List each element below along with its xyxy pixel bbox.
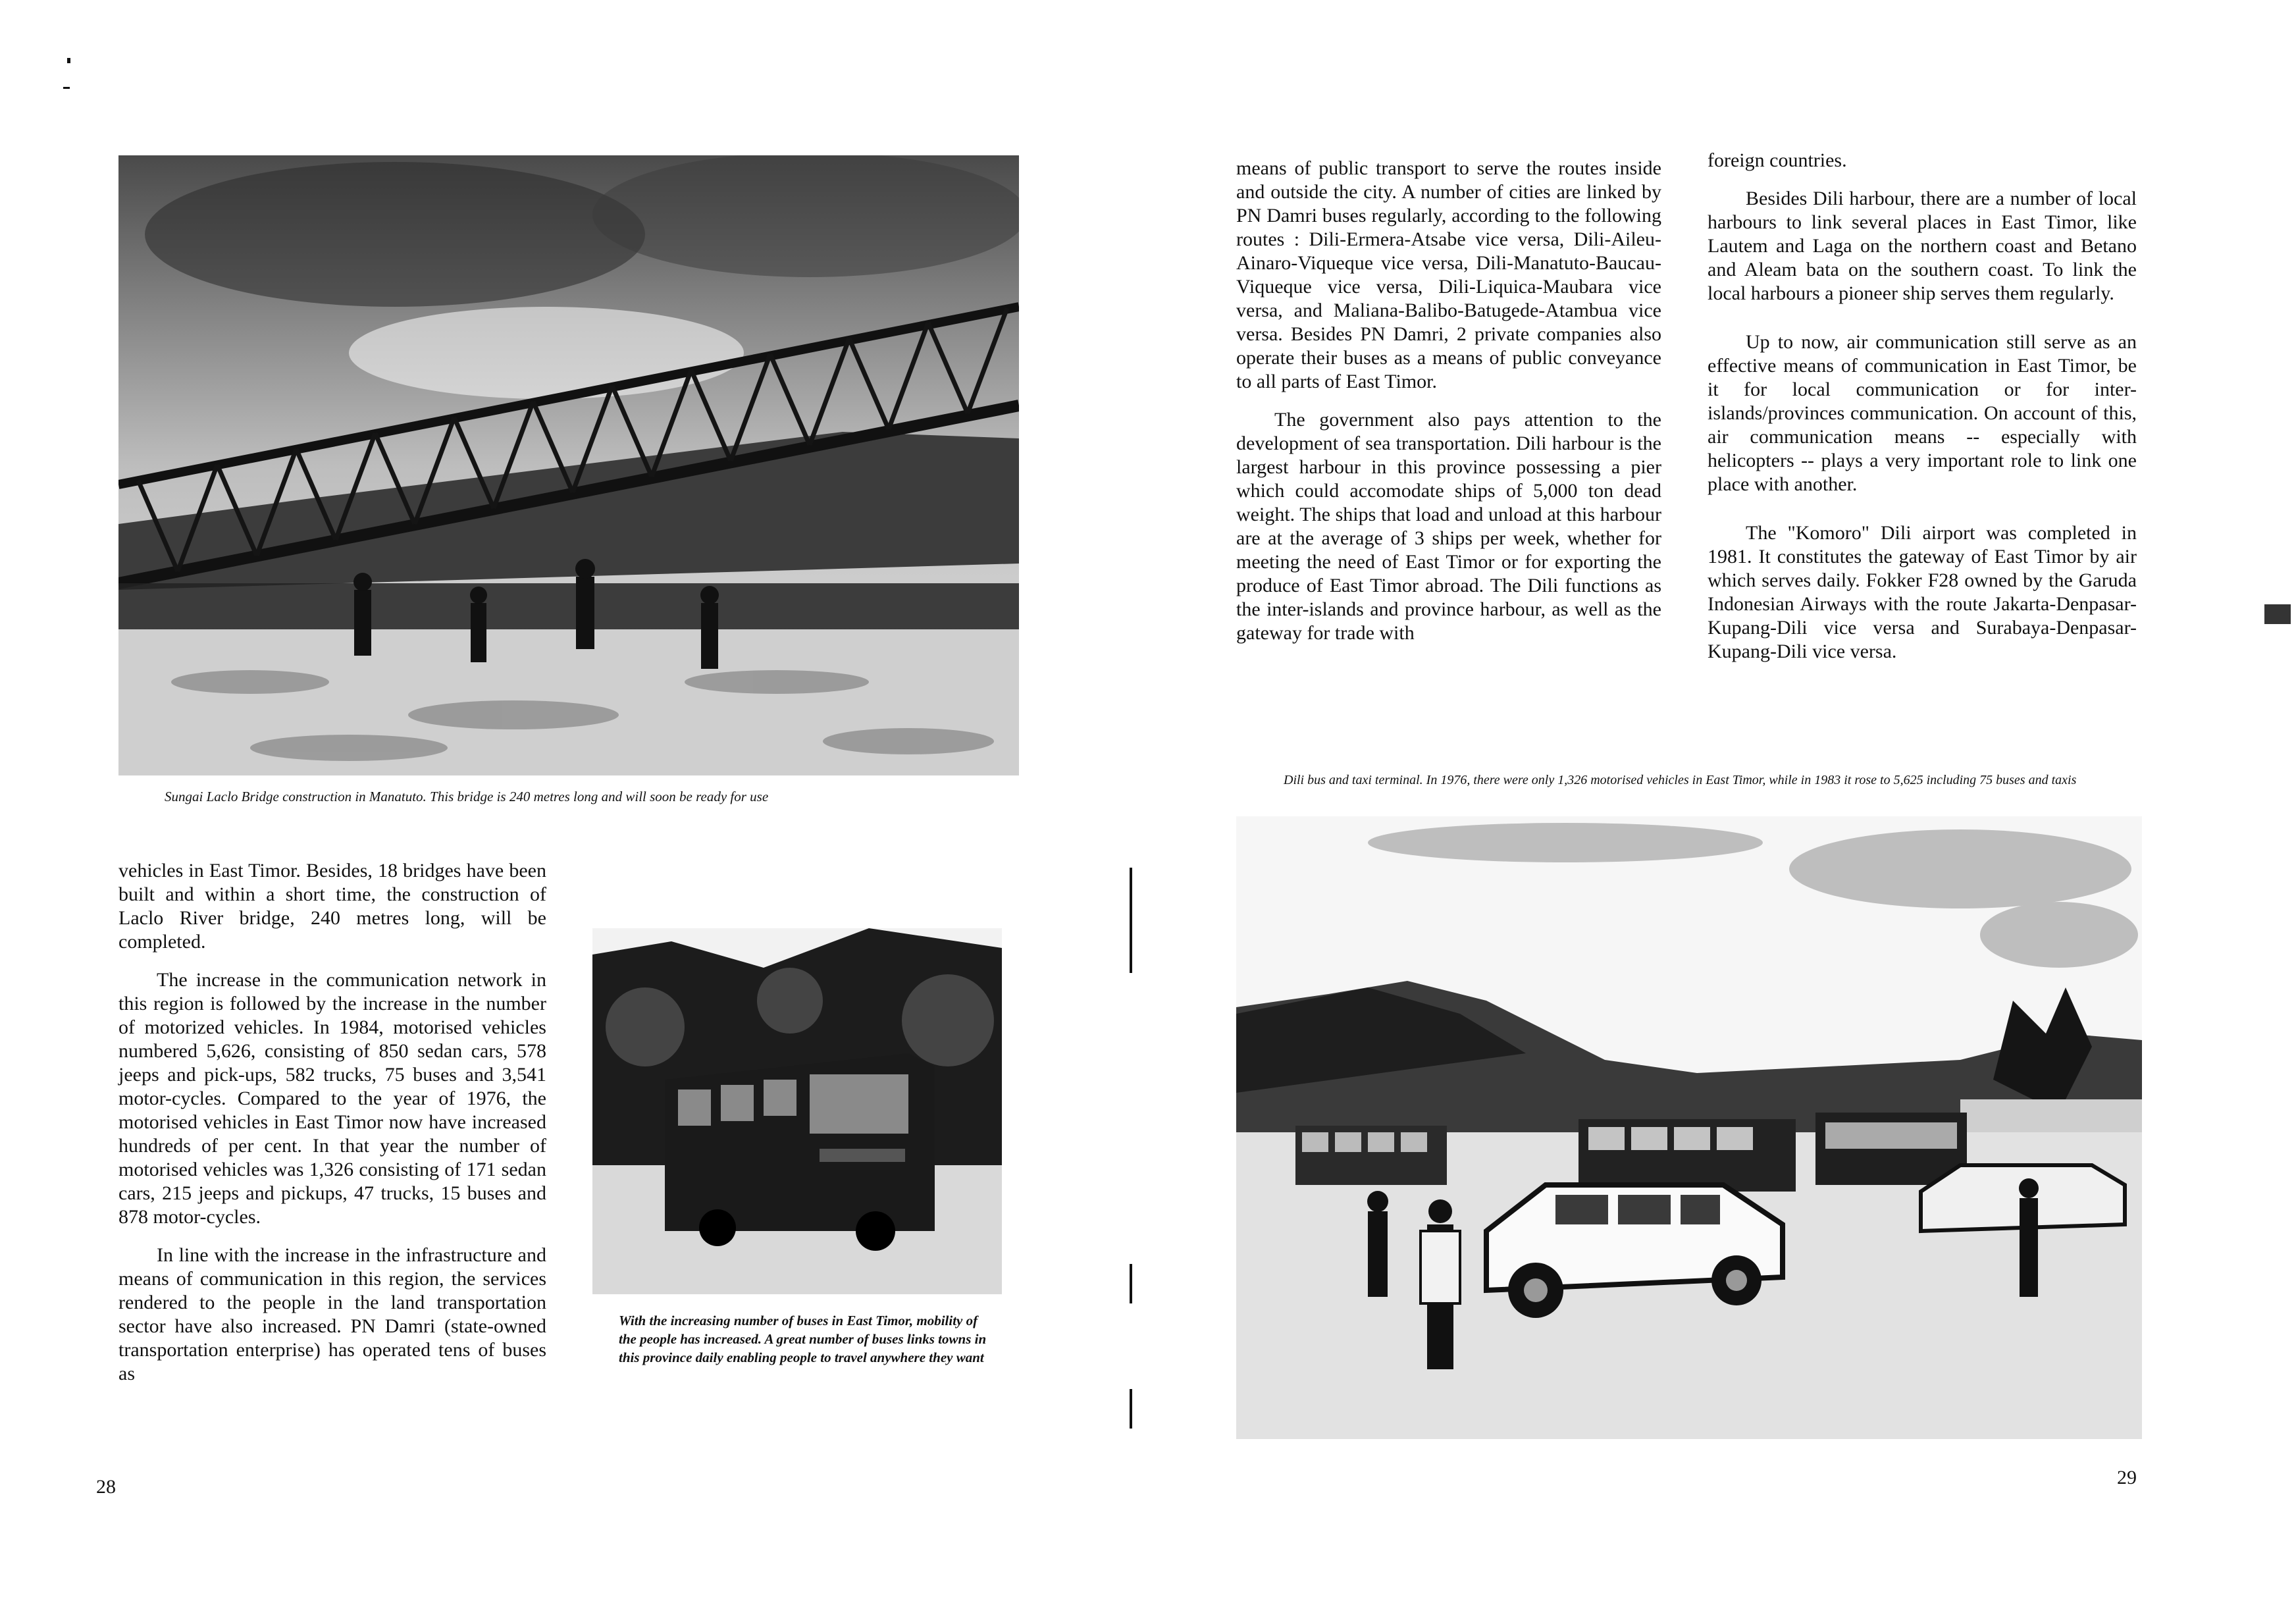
scan-mark [2264,604,2291,624]
paragraph: The increase in the communication network in this region is followed by the increase in the number of motorized vehicles. In 1984, motorised vehicles numbered 5,626, consisting of 850 sedan cars, 578 jeeps and pick-ups, 582 trucks, 75 buses and 3,541 motor-cycles. Compared to the year of 1976, the motorised vehicles in East Timor now have increased hundreds of per cent. In that year the number of motorised vehicles was 1,326 consisting of 171 sedan cars, 215 jeeps and pickups, 47 trucks, 15 buses and 878 motor-cycles. [118,969,546,1228]
caption-bus: With the increasing number of buses in East Timor, mobility of the people has increased. A great number of buses links towns in this province daily enabling people to travel anywhere they want [619,1313,987,1365]
gutter-line [1130,1389,1132,1429]
paragraph: means of public transport to serve the routes inside and outside the city. A number of cities are linked by PN Damri buses regularly, according to the following routes : Dili-Ermera-Atsabe vice versa, Dili-Aileu-Ainaro-Viqueque vice versa, Dili-Manatuto-Baucau-Viqueque vice versa, Dili-Liquica-Maubara vice versa, and Maliana-Balibo-Batugede-Atambua vice versa. Besides PN Damri, 2 private companies also operate their buses as a means of public conveyance to all parts of East Timor. [1236,157,1661,392]
paragraph: The government also pays attention to the development of sea transportation. Dili harbour is the largest harbour in this province possessing a pier which could accomodate ships of 5,000 ton dead weight. The ships that load and unload at this harbour are at the average of 3 ships per week, whether for meeting the need of East Timor or for exporting the produce of East Timor abroad. The Dili functions as the inter-islands and province harbour, as well as the gateway for trade with [1236,409,1661,644]
paragraph: In line with the increase in the infrastructure and means of communication in this region, the services rendered to the people in the land transportation sector have also increased. PN Damri (state-owned transportation enterprise) has operated tens of buses as [118,1244,546,1384]
scan-mark [63,87,70,89]
gutter-line [1130,868,1132,973]
photo-terminal [1236,816,2142,1439]
page-number-right: 29 [2117,1467,2137,1488]
caption-terminal: Dili bus and taxi terminal. In 1976, there were only 1,326 motorised vehicles in East Timor, while in 1983 it rose to 5,625 including 75 buses and taxis [1284,773,2077,787]
paragraph: The "Komoro" Dili airport was completed in 1981. It constitutes the gateway of East Timor by air which serves daily. Fokker F28 owned by the Garuda Indonesian Airways with the route Jakarta-Denpasar-Kupang-Dili vice versa and Surabaya-Denpasar-Kupang-Dili vice versa. [1708,522,2137,662]
paragraph: vehicles in East Timor. Besides, 18 bridges have been built and within a short time, the construction of Laclo River bridge, 240 metres long, will be completed. [118,860,546,953]
left-text-column [118,859,546,1400]
scan-mark [67,58,70,63]
gutter-line [1130,1264,1132,1303]
right-text-column-1 [1236,157,1661,660]
paragraph: Besides Dili harbour, there are a number of local harbours to link several places in East Timor, like Lautem and Laga on the northern coast and Betano and Aleam bata on the southern coast. To link the local harbours a pioneer ship serves them regularly. [1708,188,2137,304]
photo-bus [592,928,1002,1294]
right-text-column-2 [1708,149,2137,678]
paragraph: Up to now, air communication still serve as an effective means of communication in East Timor, be it for local communication or for inter-islands/provinces communication. On account of this, air communication means -- especially with helicopters -- plays a very important role to link one place with another. [1708,331,2137,495]
paragraph: foreign countries. [1708,149,1847,171]
page-number-left: 28 [96,1476,116,1498]
photo-bridge [118,155,1019,775]
caption-bridge: Sungai Laclo Bridge construction in Manatuto. This bridge is 240 metres long and will soon be ready for use [165,789,769,804]
